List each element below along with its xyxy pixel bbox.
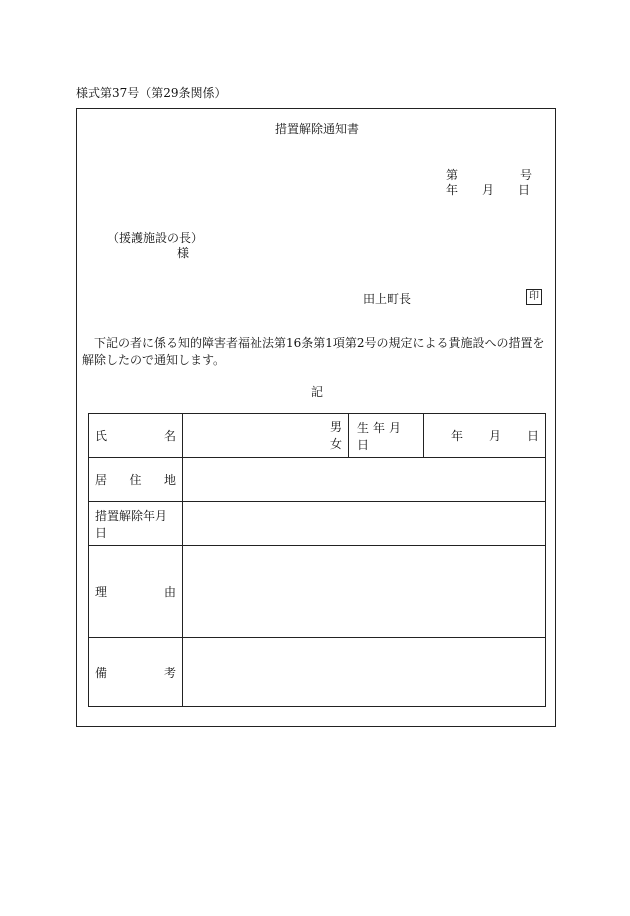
document-title: 措置解除通知書 xyxy=(274,122,359,136)
address-label-c: 地 xyxy=(163,473,176,487)
detail-table xyxy=(88,413,546,707)
document-frame xyxy=(76,108,556,727)
remarks-label-a: 備 xyxy=(95,665,108,680)
issue-day: 日 xyxy=(518,183,531,197)
address-label-b: 住 xyxy=(129,473,142,487)
reason-value-cell xyxy=(183,546,546,638)
reason-label-a: 理 xyxy=(95,585,108,599)
name-label-b: 名 xyxy=(163,429,176,443)
table-row-release-date xyxy=(89,502,546,546)
table-row-reason xyxy=(89,546,546,638)
remarks-label-b: 考 xyxy=(163,665,176,680)
issue-date xyxy=(446,181,530,198)
reason-label-cell xyxy=(89,546,183,638)
issue-month: 月 xyxy=(482,183,495,197)
addressee: （援護施設の長） xyxy=(107,231,204,245)
name-label-cell xyxy=(89,414,183,458)
remarks-label-cell xyxy=(89,638,183,707)
issue-year: 年 xyxy=(446,183,459,197)
birth-month: 月 xyxy=(488,429,501,443)
birth-year: 年 xyxy=(450,429,463,443)
birth-label-b: 年 xyxy=(373,420,386,435)
form-code: 様式第37号（第29条関係） xyxy=(76,86,227,100)
birth-value-cell xyxy=(424,414,546,458)
number-go: 号 xyxy=(520,168,533,182)
addressee-honorific: 様 xyxy=(177,246,190,260)
sex-female: 女 xyxy=(329,436,342,451)
ki-heading: 記 xyxy=(310,385,323,399)
table-row-remarks xyxy=(89,638,546,707)
birth-label-a: 生 xyxy=(357,420,370,435)
name-label-a: 氏 xyxy=(95,429,108,443)
birth-label-c: 月 xyxy=(389,420,402,435)
birth-day: 日 xyxy=(526,429,539,443)
body-text: 下記の者に係る知的障害者福祉法第16条第1項第2号の規定による貴施設への措置を解除したので通知します。 xyxy=(82,336,545,367)
reason-label-b: 由 xyxy=(163,585,176,599)
seal-mark: 印 xyxy=(526,289,542,305)
table-row-address xyxy=(89,458,546,502)
table-row-name xyxy=(89,414,546,458)
birth-label-d: 日 xyxy=(357,437,370,452)
sender: 田上町長 xyxy=(363,292,412,306)
remarks-value-cell xyxy=(183,638,546,707)
release-date-value-cell xyxy=(183,502,546,546)
address-label-cell xyxy=(89,458,183,502)
release-date-label: 措置解除年月日 xyxy=(89,502,183,546)
address-value-cell xyxy=(183,458,546,502)
sex-cell xyxy=(183,414,349,458)
number-dai: 第 xyxy=(446,168,459,182)
sex-male: 男 xyxy=(329,419,342,434)
birth-label-cell xyxy=(349,414,424,458)
address-label-a: 居 xyxy=(95,473,108,487)
